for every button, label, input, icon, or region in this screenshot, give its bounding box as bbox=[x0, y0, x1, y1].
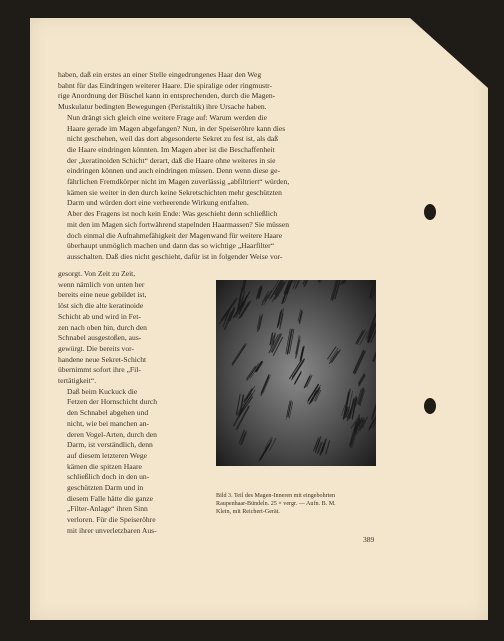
text-line: Fetzen der Hornschicht durch bbox=[67, 397, 158, 407]
body-text-left-column bbox=[58, 269, 208, 537]
body-text-top bbox=[58, 70, 380, 263]
text-line: Darm, ist verständlich, denn bbox=[67, 440, 153, 450]
text-line: Nun drängt sich gleich eine weitere Frage auf: Warum werden die bbox=[67, 112, 267, 122]
text-line: rige Anordnung der Büschel kann in entsprechenden, durch die Magen- bbox=[58, 91, 276, 101]
text-line: der „keratinoiden Schicht“ derart, daß die Haare ohne weiteres in sie bbox=[67, 155, 276, 165]
text-line: Aber des Fragens ist noch kein Ende: Was geschieht denn schließlich bbox=[67, 209, 278, 219]
text-line: bahnt für das Eindringen weiterer Haare. Die spiralige oder ringmustr- bbox=[58, 80, 273, 90]
text-line: auf diesem letzteren Wege bbox=[67, 450, 147, 460]
paragraph bbox=[58, 70, 380, 113]
text-line: zen nach oben hin, durch den bbox=[58, 322, 147, 332]
caption-line: Raupenhaar-Bündeln. 25 × vergr. — Aufn. B. M. bbox=[216, 501, 336, 507]
figure-caption bbox=[216, 492, 384, 516]
text-line: haben, daß ein erstes an einer Stelle eingedrungenes Haar den Weg bbox=[58, 70, 262, 79]
paragraph bbox=[58, 209, 380, 263]
text-line: löst sich die alte keratinoide bbox=[58, 301, 144, 311]
text-line: diesem Falle hätte die ganze bbox=[67, 493, 154, 503]
micrograph-image bbox=[216, 280, 376, 466]
punch-hole-upper bbox=[424, 204, 436, 220]
text-line: handene neue Sekret-Schicht bbox=[58, 354, 147, 364]
text-line: die Haare eindringen könnten. Im Magen aber ist die Beschaffenheit bbox=[67, 144, 275, 154]
text-line: geschützten Darm und in bbox=[67, 483, 144, 493]
text-line: tertätigkeit“. bbox=[58, 376, 97, 386]
text-line: mit ihrer unverletzbaren Aus- bbox=[67, 525, 157, 535]
paragraph bbox=[58, 113, 380, 209]
text-line: mit den im Magen sich fortwährend stapelnden Haarmassen? Sie müssen bbox=[67, 219, 290, 229]
paragraph bbox=[58, 269, 208, 387]
text-line: eindringen können und auch eindringen müssen. Denn wenn diese ge- bbox=[67, 166, 280, 176]
text-line: verloren. Für die Speiseröhre bbox=[67, 515, 156, 525]
text-line: überhaupt unmöglich machen und dann das so wichtige „Haarfilter“ bbox=[67, 241, 275, 251]
text-line: Haare gerade im Magen abgefangen? Nun, in der Speiseröhre kann dies bbox=[67, 123, 286, 133]
text-line: gewürgt. Die bereits vor- bbox=[58, 343, 135, 353]
text-line: „Filter-Anlage“ ihren Sinn bbox=[67, 504, 148, 514]
text-line: übernimmt sofort ihre „Fil- bbox=[58, 365, 141, 375]
text-line: schließlich doch in den un- bbox=[67, 472, 150, 482]
text-line: nicht, wie bei manchen an- bbox=[67, 418, 150, 428]
punch-hole-lower bbox=[424, 398, 436, 414]
text-line: Muskulatur bedingten Bewegungen (Peristaltik) ihre Ursache haben. bbox=[58, 102, 267, 112]
text-line: Schicht ab und wird in Fet- bbox=[58, 311, 141, 321]
text-line: wenn nämlich von unten her bbox=[58, 279, 145, 289]
paragraph bbox=[58, 387, 208, 537]
text-line: Schnabel ausgestoßen, aus- bbox=[58, 333, 142, 343]
text-line: den Schnabel abgehen und bbox=[67, 408, 149, 418]
text-line: bereits eine neue gebildet ist, bbox=[58, 290, 147, 300]
text-line: fährlichen Fremdkörper nicht im Magen zuverlässig „abfiltriert“ würden, bbox=[67, 177, 290, 187]
text-line: kämen sie weiter in den durch keine Sekretschichten mehr geschützten bbox=[67, 187, 282, 197]
text-line: nicht geschehen, weil das dort abgesonderte Sekret zu fest ist, als daß bbox=[67, 134, 279, 144]
text-line: doch einmal die Aufnahmefähigkeit der Magenwand für weitere Haare bbox=[67, 230, 283, 240]
page-number: 389 bbox=[363, 535, 375, 544]
text-line: kämen die spitzen Haare bbox=[67, 461, 142, 471]
text-line: ausschalten. Daß dies nicht geschieht, dafür ist in folgender Weise vor- bbox=[67, 251, 283, 261]
figure-photo-stomach-hairs bbox=[216, 280, 376, 466]
caption-line: Bild 3. Teil des Magen-Inneren mit eingebohrten bbox=[216, 493, 336, 499]
text-line: gesorgt. Von Zeit zu Zeit, bbox=[58, 269, 136, 278]
text-line: deren Vogel-Arten, durch den bbox=[67, 429, 157, 439]
text-line: Daß beim Kuckuck die bbox=[67, 386, 138, 396]
caption-line: Klein, mit Reichert-Gerät. bbox=[216, 509, 280, 515]
text-line: Darm und würden dort eine verheerende Wirkung entfalten. bbox=[67, 198, 249, 208]
